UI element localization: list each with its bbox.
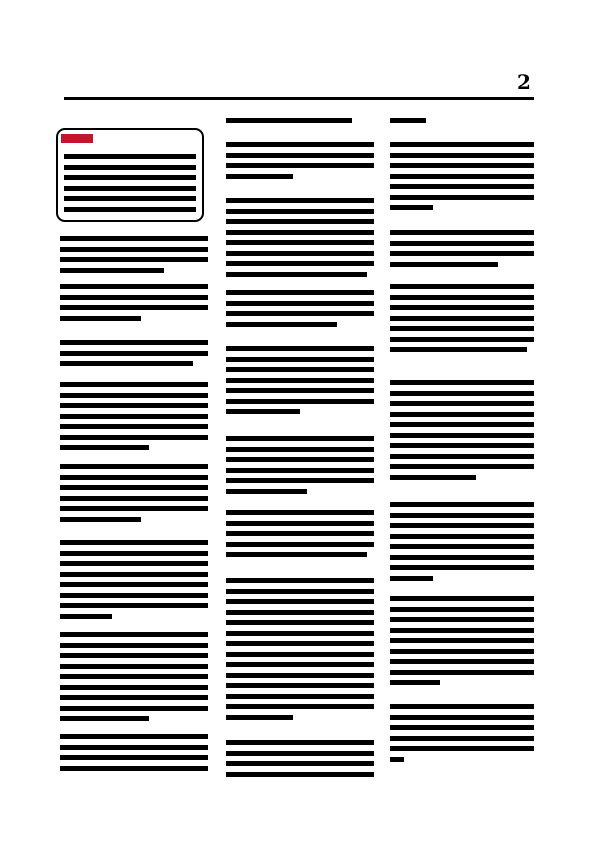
text-line: [390, 670, 534, 675]
paragraph: [60, 540, 208, 624]
paragraph: [60, 382, 208, 456]
text-line: [390, 142, 534, 147]
text-line: [60, 766, 208, 771]
text-line: [390, 316, 534, 321]
text-line: [60, 561, 208, 566]
text-line: [226, 198, 374, 203]
text-line: [60, 695, 208, 700]
text-line: [60, 614, 112, 619]
paragraph: [60, 340, 208, 372]
text-line: [226, 142, 374, 147]
text-line: [60, 551, 208, 556]
paragraph: [226, 142, 374, 184]
text-line: [60, 284, 208, 289]
text-line: [60, 582, 208, 587]
text-line: [226, 478, 374, 483]
text-line: [226, 761, 374, 766]
text-line: [390, 326, 534, 331]
text-line: [226, 510, 374, 515]
text-line: [226, 163, 374, 168]
section-title: [230, 69, 370, 81]
text-line: [390, 443, 534, 448]
text-line: [390, 513, 534, 518]
text-line: [226, 251, 374, 256]
text-line: [226, 772, 374, 777]
text-line: [226, 367, 374, 372]
text-line: [390, 174, 534, 179]
text-line: [390, 205, 433, 210]
text-line: [226, 599, 374, 604]
text-line: [390, 502, 534, 507]
text-line: [226, 447, 374, 452]
text-line: [226, 468, 374, 473]
text-line: [226, 704, 374, 709]
text-line: [60, 382, 208, 387]
text-line: [60, 643, 208, 648]
text-line: [60, 340, 208, 345]
paragraph: [390, 502, 534, 586]
paragraph: [226, 118, 374, 129]
text-line: [226, 290, 374, 295]
paragraph: [226, 740, 374, 782]
paragraph: [390, 118, 534, 129]
paragraph: [60, 734, 208, 776]
text-line: [390, 284, 534, 289]
text-line: [390, 251, 534, 256]
text-line: [226, 578, 374, 583]
text-line: [60, 716, 149, 721]
text-line: [60, 496, 208, 501]
callout-text: [64, 154, 196, 217]
text-line: [226, 489, 307, 494]
paragraph: [60, 236, 208, 278]
text-line: [390, 704, 534, 709]
text-line: [60, 305, 208, 310]
paragraph: [390, 230, 534, 272]
text-line: [60, 706, 208, 711]
text-line: [390, 544, 534, 549]
text-line: [390, 195, 534, 200]
paragraph: [390, 142, 534, 216]
text-line: [226, 521, 374, 526]
text-line: [226, 641, 374, 646]
text-line: [60, 475, 208, 480]
text-line: [390, 401, 534, 406]
text-line: [226, 740, 374, 745]
text-line: [226, 153, 374, 158]
text-line: [60, 361, 193, 366]
text-line: [60, 257, 208, 262]
text-line: [390, 422, 534, 427]
text-line: [390, 391, 534, 396]
text-line: [64, 154, 196, 159]
text-line: [60, 593, 208, 598]
text-line: [226, 673, 374, 678]
text-line: [390, 230, 534, 235]
text-line: [60, 268, 164, 273]
text-line: [226, 457, 374, 462]
text-line: [390, 464, 534, 469]
paragraph: [226, 436, 374, 499]
text-line: [60, 664, 208, 669]
text-line: [60, 517, 141, 522]
paragraph: [226, 510, 374, 563]
text-line: [60, 653, 208, 658]
text-line: [60, 316, 141, 321]
text-line: [226, 652, 374, 657]
text-line: [226, 531, 374, 536]
text-line: [60, 351, 208, 356]
text-line: [64, 175, 196, 180]
paragraph: [226, 198, 374, 282]
text-line: [226, 620, 374, 625]
text-line: [226, 311, 374, 316]
text-line: [60, 745, 208, 750]
callout-tag: [61, 134, 93, 143]
text-line: [60, 485, 208, 490]
text-line: [60, 632, 208, 637]
text-line: [390, 596, 534, 601]
text-line: [390, 534, 534, 539]
text-line: [60, 393, 208, 398]
text-line: [60, 755, 208, 760]
text-line: [226, 388, 374, 393]
text-line: [64, 196, 196, 201]
text-line: [60, 435, 208, 440]
text-line: [226, 209, 374, 214]
text-line: [60, 603, 208, 608]
text-line: [60, 734, 208, 739]
paragraph: [390, 380, 534, 485]
text-line: [390, 337, 534, 342]
text-line: [60, 674, 208, 679]
text-line: [226, 589, 374, 594]
text-line: [226, 715, 293, 720]
text-line: [64, 165, 196, 170]
text-line: [64, 186, 196, 191]
text-line: [390, 475, 476, 480]
text-line: [226, 322, 337, 327]
text-line: [60, 572, 208, 577]
text-line: [390, 380, 534, 385]
text-line: [390, 163, 534, 168]
text-line: [390, 454, 534, 459]
paragraph: [226, 578, 374, 725]
text-line: [226, 219, 374, 224]
text-line: [390, 638, 534, 643]
text-line: [390, 555, 534, 560]
text-line: [226, 230, 374, 235]
text-line: [64, 207, 196, 212]
text-line: [226, 409, 300, 414]
text-line: [390, 184, 534, 189]
text-line: [390, 736, 534, 741]
text-line: [60, 295, 208, 300]
text-line: [226, 399, 374, 404]
paragraph: [226, 346, 374, 420]
paragraph: [60, 464, 208, 527]
text-line: [390, 305, 534, 310]
text-line: [390, 153, 534, 158]
text-line: [390, 576, 433, 581]
text-line: [60, 445, 149, 450]
text-line: [390, 725, 534, 730]
text-line: [60, 424, 208, 429]
text-line: [226, 378, 374, 383]
text-line: [60, 236, 208, 241]
text-line: [226, 610, 374, 615]
text-line: [226, 301, 374, 306]
paragraph: [390, 596, 534, 691]
header-rule: [64, 97, 534, 100]
text-line: [390, 433, 534, 438]
text-line: [60, 506, 208, 511]
text-line: [226, 174, 293, 179]
running-head: [276, 46, 326, 58]
text-line: [226, 118, 352, 123]
page-number: 2: [517, 70, 531, 94]
text-line: [226, 751, 374, 756]
text-line: [390, 715, 534, 720]
text-line: [226, 662, 374, 667]
text-line: [226, 631, 374, 636]
text-line: [226, 261, 374, 266]
text-line: [390, 347, 527, 352]
text-line: [226, 683, 374, 688]
text-line: [390, 412, 534, 417]
text-line: [60, 414, 208, 419]
text-line: [60, 464, 208, 469]
text-line: [226, 542, 374, 547]
text-line: [390, 565, 534, 570]
text-line: [390, 628, 534, 633]
text-line: [226, 552, 367, 557]
text-line: [226, 272, 367, 277]
text-line: [60, 403, 208, 408]
text-line: [390, 295, 534, 300]
text-line: [390, 262, 498, 267]
text-line: [390, 118, 426, 123]
paragraph: [390, 284, 534, 358]
text-line: [390, 241, 534, 246]
text-line: [390, 523, 534, 528]
text-line: [60, 540, 208, 545]
paragraph: [226, 290, 374, 332]
text-line: [226, 346, 374, 351]
text-line: [390, 757, 404, 762]
text-line: [390, 607, 534, 612]
page-header: [0, 0, 595, 100]
text-line: [60, 247, 208, 252]
text-line: [60, 685, 208, 690]
paragraph: [390, 704, 534, 767]
text-line: [390, 680, 440, 685]
text-line: [390, 659, 534, 664]
text-line: [390, 746, 534, 751]
text-line: [226, 436, 374, 441]
text-line: [226, 240, 374, 245]
text-line: [390, 617, 534, 622]
paragraph: [60, 284, 208, 326]
text-line: [226, 694, 374, 699]
paragraph: [60, 632, 208, 727]
text-line: [226, 357, 374, 362]
text-line: [390, 649, 534, 654]
